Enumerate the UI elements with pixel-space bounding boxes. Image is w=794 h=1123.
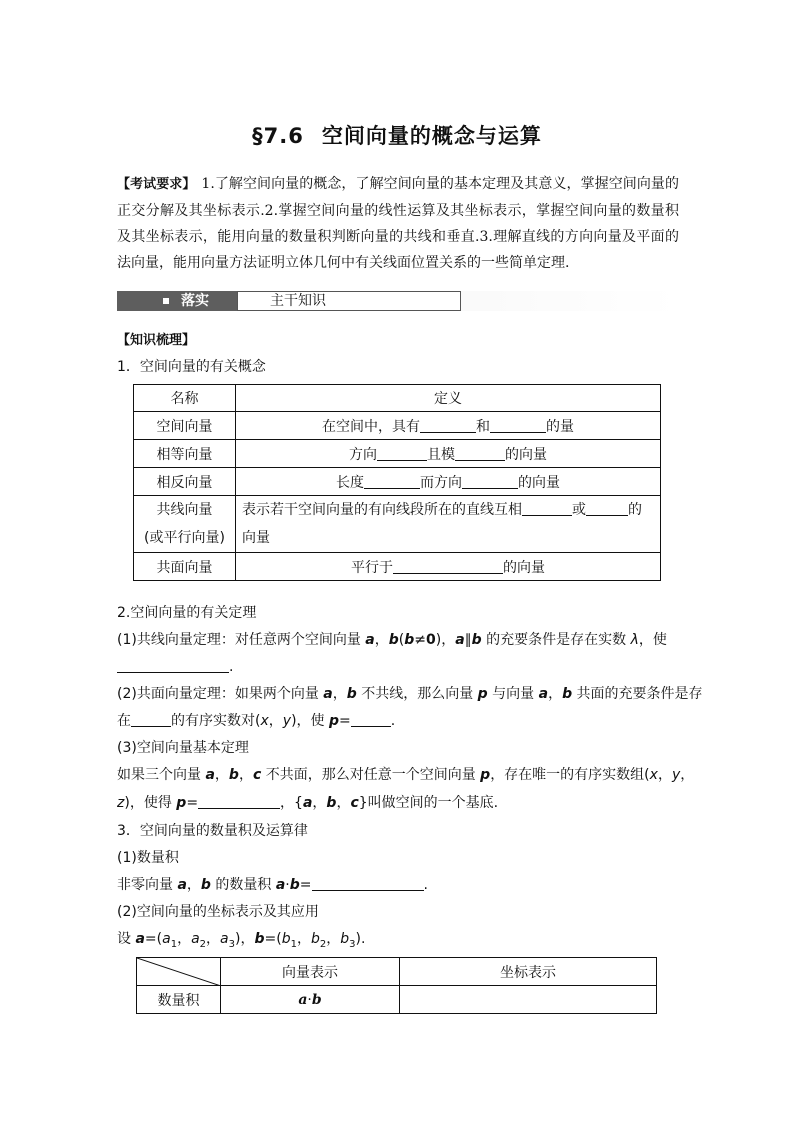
basic-theorem-line2: z)，使得 p= ，{a，b，c}叫做空间的一个基底. [117, 795, 499, 811]
header-name: 名称 [134, 385, 236, 412]
row-definition: 表示若干空间向量的有向线段所在的直线互相 或 的 向量 [236, 496, 661, 553]
row-name: 相反向量 [134, 468, 236, 496]
diagonal-header-cell [137, 958, 221, 986]
table-row [134, 553, 661, 581]
row-name: 相等向量 [134, 440, 236, 468]
basic-theorem-line1: 如果三个向量 a，b，c 不共面，那么对任意一个空间向量 p，存在唯一的有序实数组(x，y， [117, 767, 695, 783]
exam-requirements [117, 171, 679, 276]
knowledge-heading: 【知识梳理】 [117, 333, 196, 348]
table-header-row [137, 958, 657, 986]
dot-product-line: 非零向量 a，b 的数量积 a·b= . [117, 877, 428, 893]
table-row [134, 496, 661, 553]
diagonal-line-icon [137, 958, 221, 986]
row-name: 共线向量 (或平行向量) [134, 496, 236, 553]
section-number: §7.6 [252, 124, 304, 148]
page-title [0, 120, 794, 150]
table-row [134, 468, 661, 496]
row-definition: 平行于 的向量 [236, 553, 661, 581]
square-bullet-icon [163, 298, 169, 304]
row-definition: 方向 且模 的向量 [236, 440, 661, 468]
coplanar-theorem-line2: 在 的有序实数对(x，y)，使 p= . [117, 713, 396, 729]
banner-dark-label: 落实 [181, 293, 209, 309]
table-row [134, 412, 661, 440]
banner-white-label: 主干知识 [270, 293, 326, 309]
row-name: 数量积 [137, 986, 221, 1014]
requirements-body: 1.了解空间向量的概念，了解空间向量的基本定理及其意义，掌握空间向量的正交分解及其坐标表示.2.掌握空间向量的线性运算及其坐标表示，掌握空间向量的数量积及其坐标表示，能用向量的数量积判断向量的共线和垂直.3.理解直线的方向向量及平面的法向量，能用向量方法证明立体几何中有关线面位置关系的一些简单定理. [117, 176, 679, 271]
coordinate-definition: 设 $a=(a_1$，$a_2$，$a_3$)，$b=(b_1$，$b_2$，$b_3$). [117, 931, 366, 950]
row-name: 共面向量 [134, 553, 236, 581]
coordinate-heading: (2)空间向量的坐标表示及其应用 [117, 904, 319, 920]
basic-theorem-heading: (3)空间向量基本定理 [117, 740, 249, 756]
dot-product-heading: (1)数量积 [117, 850, 179, 866]
banner-dark-tab [117, 291, 237, 311]
banner-white-tab [237, 291, 461, 311]
row-vector-expr: a·b [221, 986, 400, 1014]
section-banner [117, 291, 679, 311]
collinear-theorem-line2: . [117, 657, 687, 677]
requirements-head: 【考试要求】 [117, 177, 196, 192]
coordinate-table [136, 957, 657, 1014]
section-1-heading: 1．空间向量的有关概念 [117, 359, 266, 375]
section-3-heading: 3．空间向量的数量积及运算律 [117, 823, 308, 839]
table-header-row [134, 385, 661, 412]
row-definition: 在空间中，具有 和 的量 [236, 412, 661, 440]
section-2-heading: 2.空间向量的有关定理 [117, 605, 257, 621]
row-coordinate-expr [400, 986, 657, 1014]
header-vector: 向量表示 [221, 958, 400, 986]
header-definition: 定义 [236, 385, 661, 412]
title-text: 空间向量的概念与运算 [321, 124, 542, 148]
table-row [134, 440, 661, 468]
row-name: 空间向量 [134, 412, 236, 440]
table-row [137, 986, 657, 1014]
concepts-table [133, 384, 661, 581]
row-definition: 长度 而方向 的向量 [236, 468, 661, 496]
header-coordinate: 坐标表示 [400, 958, 657, 986]
coplanar-theorem-line1: (2)共面向量定理：如果两个向量 a，b 不共线，那么向量 p 与向量 a，b 共面的充要条件是存 [117, 686, 703, 702]
collinear-theorem-line1: (1)共线向量定理：对任意两个空间向量 a，b(b≠0)，a∥b 的充要条件是存在实数 λ，使 [117, 632, 667, 648]
